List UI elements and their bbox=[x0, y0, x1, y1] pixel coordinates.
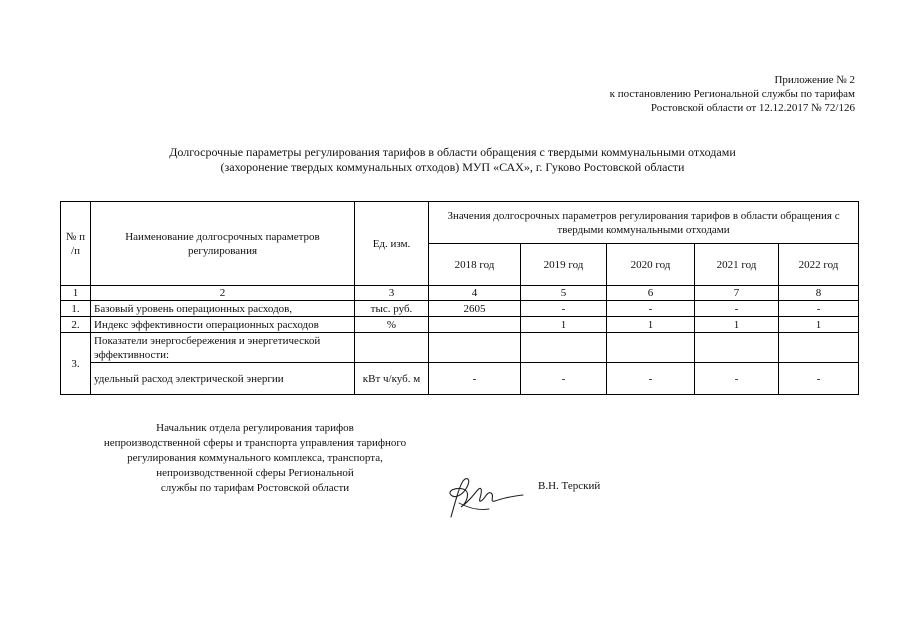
year-cell: 2022 год bbox=[779, 244, 859, 286]
table-row bbox=[61, 301, 859, 317]
parameters-table bbox=[60, 201, 859, 395]
header-row bbox=[61, 202, 859, 244]
signatory-line-5: службы по тарифам Ростовской области bbox=[160, 482, 350, 494]
row-value: - bbox=[607, 301, 695, 317]
row-name: Индекс эффективности операционных расходов bbox=[91, 317, 355, 333]
header-name: Наименование долгосрочных параметров регулирования bbox=[91, 202, 355, 286]
row-value: 2605 bbox=[429, 301, 521, 317]
col-number: 3 bbox=[355, 286, 429, 301]
title-line-1: Долгосрочные параметры регулирования тарифов в области обращения с твердыми коммунальными отходами bbox=[169, 145, 736, 159]
year-cell: 2021 год bbox=[695, 244, 779, 286]
row-value: 1 bbox=[779, 317, 859, 333]
col-number: 6 bbox=[607, 286, 695, 301]
table-row bbox=[61, 363, 859, 395]
row-name: Базовый уровень операционных расходов, bbox=[91, 301, 355, 317]
row-name: удельный расход электрической энергии bbox=[91, 363, 355, 395]
year-cell: 2020 год bbox=[607, 244, 695, 286]
row-value: 1 bbox=[695, 317, 779, 333]
header-num: № п /п bbox=[61, 202, 91, 286]
signer-name: В.Н. Терский bbox=[538, 480, 601, 492]
row-value: - bbox=[521, 363, 607, 395]
row-num: 3. bbox=[61, 333, 91, 395]
row-value: - bbox=[695, 301, 779, 317]
year-cell: 2019 год bbox=[521, 244, 607, 286]
signatory-line-1: Начальник отдела регулирования тарифов bbox=[156, 422, 354, 434]
row-value: - bbox=[779, 301, 859, 317]
col-number: 1 bbox=[61, 286, 91, 301]
row-value: - bbox=[429, 363, 521, 395]
signatory-line-4: непроизводственной сферы Региональной bbox=[156, 467, 354, 479]
row-name: Показатели энергосбережения и энергетической эффективности: bbox=[91, 333, 355, 363]
signatory-line-3: регулирования коммунального комплекса, транспорта, bbox=[127, 452, 383, 464]
row-value bbox=[429, 333, 521, 363]
col-number: 2 bbox=[91, 286, 355, 301]
row-value: - bbox=[521, 301, 607, 317]
row-unit: % bbox=[355, 317, 429, 333]
col-number: 4 bbox=[429, 286, 521, 301]
row-unit: тыс. руб. bbox=[355, 301, 429, 317]
header-unit: Ед. изм. bbox=[355, 202, 429, 286]
row-value bbox=[607, 333, 695, 363]
year-cell: 2018 год bbox=[429, 244, 521, 286]
row-unit bbox=[355, 333, 429, 363]
col-number: 5 bbox=[521, 286, 607, 301]
row-unit: кВт ч/куб. м bbox=[355, 363, 429, 395]
appendix-line-2: к постановлению Региональной службы по тарифам bbox=[609, 88, 855, 100]
appendix-line-1: Приложение № 2 bbox=[774, 74, 855, 86]
signatory-block bbox=[80, 421, 430, 496]
row-value: 1 bbox=[521, 317, 607, 333]
header-values-title: Значения долгосрочных параметров регулирования тарифов в области обращения с твердыми коммунальными отходами bbox=[429, 202, 859, 244]
col-number: 8 bbox=[779, 286, 859, 301]
row-num: 1. bbox=[61, 301, 91, 317]
handwritten-signature bbox=[437, 473, 537, 521]
col-number: 7 bbox=[695, 286, 779, 301]
row-value: - bbox=[695, 363, 779, 395]
table-row bbox=[61, 317, 859, 333]
row-value: - bbox=[779, 363, 859, 395]
row-value: 1 bbox=[607, 317, 695, 333]
column-numbers-row bbox=[61, 286, 859, 301]
row-value: - bbox=[607, 363, 695, 395]
row-value bbox=[429, 317, 521, 333]
document-title bbox=[0, 145, 905, 175]
table-row bbox=[61, 333, 859, 363]
appendix-header bbox=[610, 73, 855, 115]
appendix-line-3: Ростовской области от 12.12.2017 № 72/126 bbox=[650, 102, 855, 114]
row-num: 2. bbox=[61, 317, 91, 333]
row-value bbox=[695, 333, 779, 363]
title-line-2: (захоронение твердых коммунальных отходов) МУП «САХ», г. Гуково Ростовской области bbox=[220, 160, 685, 174]
signatory-line-2: непроизводственной сферы и транспорта управления тарифного bbox=[103, 437, 407, 449]
row-value bbox=[779, 333, 859, 363]
row-value bbox=[521, 333, 607, 363]
